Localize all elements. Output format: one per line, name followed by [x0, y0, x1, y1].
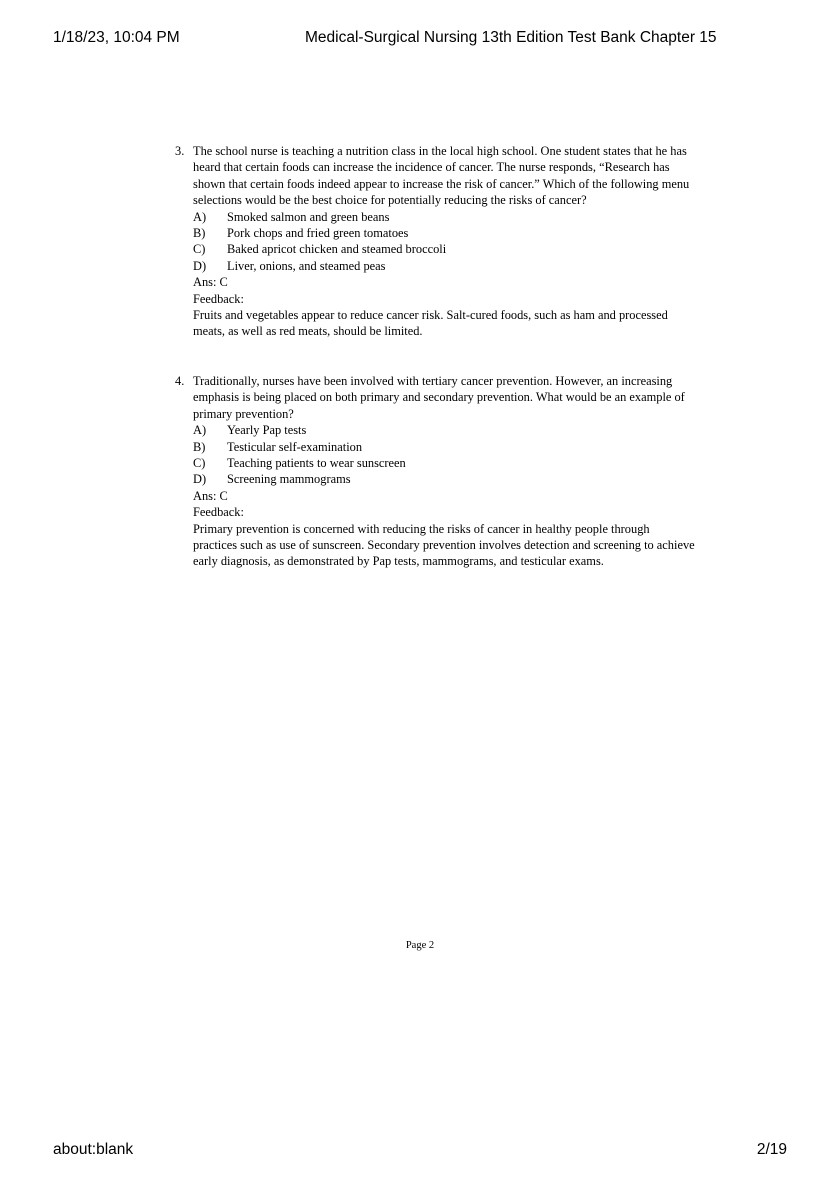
- option-text: Liver, onions, and steamed peas: [227, 258, 386, 273]
- option-d: [193, 258, 695, 274]
- answer-key: Ans: C: [193, 488, 228, 503]
- print-datetime: 1/18/23, 10:04 PM: [53, 29, 180, 46]
- option-text: Screening mammograms: [227, 472, 351, 487]
- answer-options: [193, 209, 695, 275]
- option-letter: A): [193, 209, 207, 224]
- answer-options: [193, 422, 695, 488]
- feedback-label: Feedback:: [193, 291, 244, 306]
- option-letter: C): [193, 242, 206, 257]
- option-text: Yearly Pap tests: [227, 423, 307, 438]
- option-letter: A): [193, 423, 207, 438]
- question-number: 4.: [175, 373, 185, 388]
- option-letter: D): [193, 258, 207, 273]
- page-count: 2/19: [756, 1141, 787, 1158]
- print-footer: [0, 1141, 840, 1161]
- feedback-text: Primary prevention is concerned with reducing the risks of cancer in healthy people through practices such as use of sunscreen. Secondary prevention involves detection and screening to achieve early diagnosis, as demonstrated by Pap tests, mammograms, and testicular exams.: [193, 521, 695, 569]
- option-text: Testicular self-examination: [227, 439, 363, 454]
- feedback-label: Feedback:: [193, 505, 244, 520]
- option-a: [193, 422, 695, 438]
- option-text: Pork chops and fried green tomatoes: [227, 226, 409, 241]
- answer-key: Ans: C: [193, 275, 228, 290]
- print-header: [0, 29, 840, 49]
- question-text: Traditionally, nurses have been involved with tertiary cancer prevention. However, an increasing emphasis is being placed on both primary and secondary prevention. What would be an example of primary prevention?: [193, 373, 685, 421]
- question-text: The school nurse is teaching a nutrition class in the local high school. One student states that he has heard that certain foods can increase the incidence of cancer. The nurse responds, “Research has shown that certain foods indeed appear to increase the risk of cancer.” Which of the following menu selections would be the best choice for potentially reducing the risks of cancer?: [193, 144, 690, 208]
- page-number: Page 2: [405, 940, 435, 951]
- option-text: Baked apricot chicken and steamed broccoli: [227, 242, 447, 257]
- option-text: Teaching patients to wear sunscreen: [227, 455, 406, 470]
- option-letter: C): [193, 455, 206, 470]
- option-letter: D): [193, 472, 207, 487]
- option-text: Smoked salmon and green beans: [227, 209, 390, 224]
- option-c: [193, 241, 695, 257]
- option-letter: B): [193, 226, 206, 241]
- option-b: [193, 439, 695, 455]
- option-b: [193, 225, 695, 241]
- document-title: Medical-Surgical Nursing 13th Edition Test Bank Chapter 15: [305, 29, 717, 46]
- document-body: [175, 143, 695, 570]
- question-4: [175, 373, 695, 570]
- option-c: [193, 455, 695, 471]
- question-number: 3.: [175, 144, 185, 158]
- option-letter: B): [193, 439, 206, 454]
- feedback-text: Fruits and vegetables appear to reduce cancer risk. Salt-cured foods, such as ham and processed meats, as well as red meats, should be limited.: [193, 308, 668, 339]
- page-url: about:blank: [53, 1141, 134, 1158]
- question-3: [175, 143, 695, 340]
- option-d: [193, 471, 695, 487]
- option-a: [193, 209, 695, 225]
